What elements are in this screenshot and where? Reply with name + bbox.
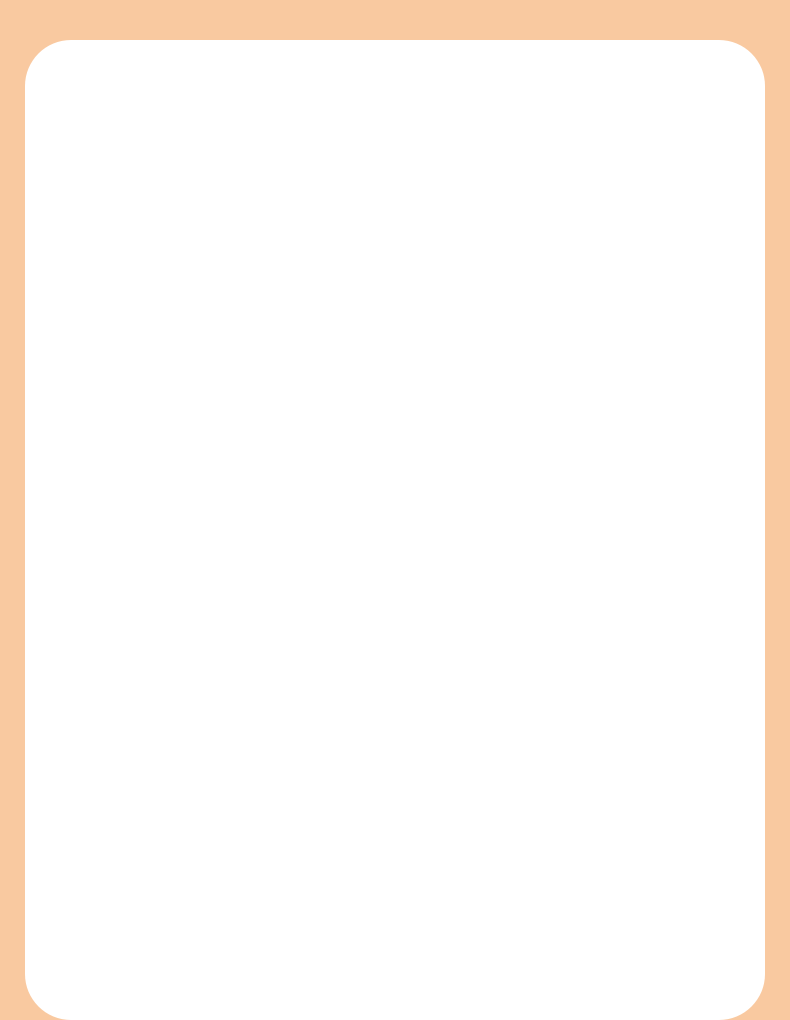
- content-panel: [25, 40, 765, 1020]
